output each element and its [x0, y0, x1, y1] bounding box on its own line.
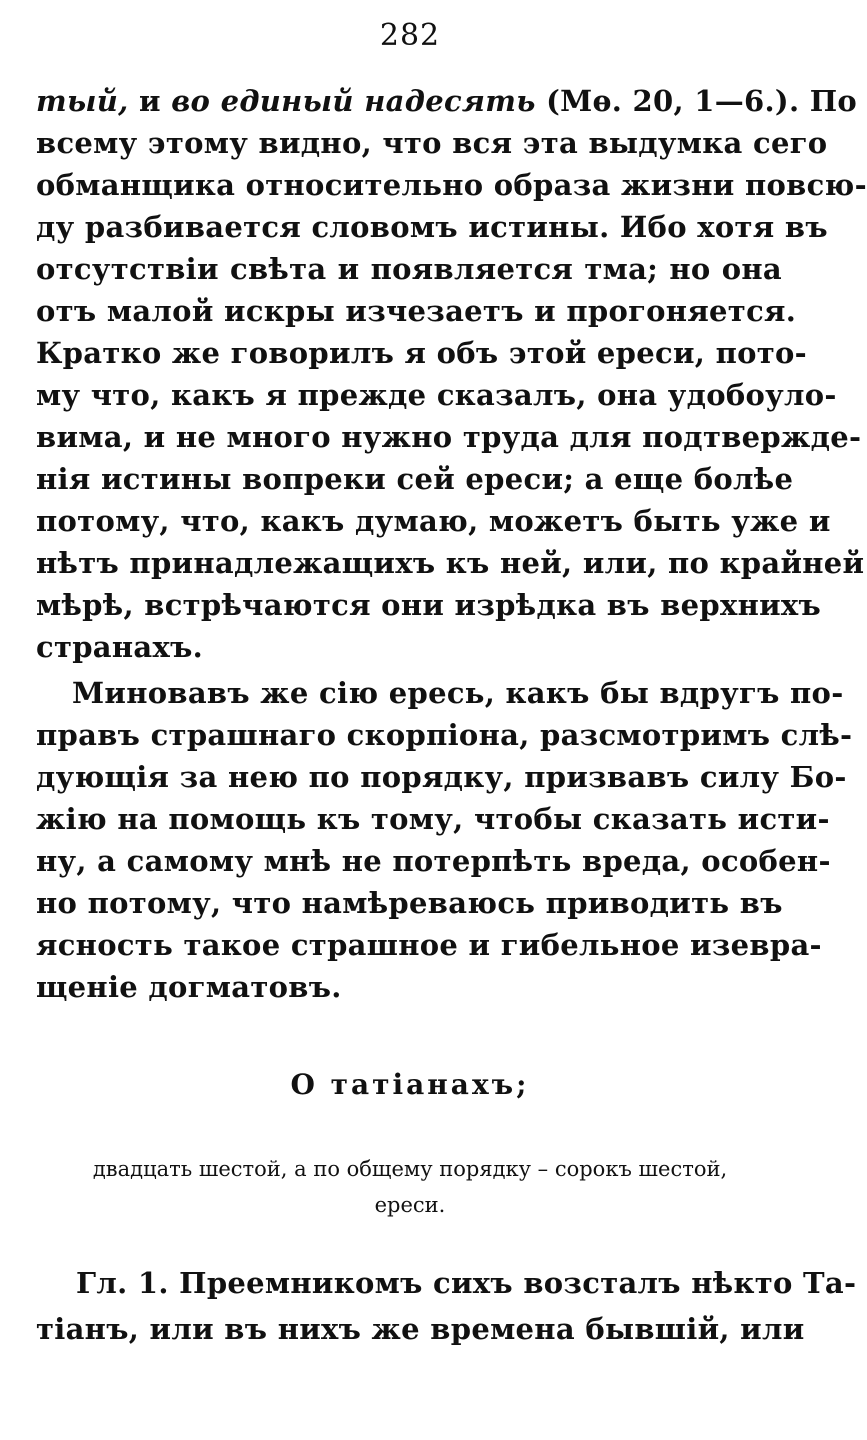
paragraph1-line: му что, какъ я прежде сказалъ, она удобоуло- — [36, 378, 837, 412]
text-fragment: (Мѳ. 20, 1—6.). По — [535, 84, 858, 118]
paragraph1-line: всему этому видно, что вся эта выдумка сего — [36, 126, 828, 160]
paragraph2-line: но потому, что намѣреваюсь приводить въ — [36, 886, 783, 920]
paragraph1-line: мѣрѣ, встрѣчаются они изрѣдка въ верхнихъ — [36, 588, 822, 622]
paragraph1-line: ду разбивается словомъ истины. Ибо хотя въ — [36, 210, 828, 244]
page-number: 282 — [379, 18, 441, 53]
text-fragment: и — [128, 84, 172, 118]
paragraph2-line: жію на помощь къ тому, чтобы сказать исти- — [36, 802, 830, 836]
paragraph2-line: ну, а самому мнѣ не потерпѣть вреда, особен- — [36, 844, 831, 878]
paragraph2-line: щеніе догматовъ. — [36, 970, 342, 1004]
paragraph1-line: обманщика относительно образа жизни повсю- — [36, 168, 867, 202]
section-subtitle-line: двадцать шестой, а по общему порядку – сорокъ шестой, — [92, 1157, 728, 1181]
paragraph1-line: вима, и не много нужно труда для подтвержде- — [36, 420, 862, 454]
italic-phrase-a: тый, — [36, 84, 129, 118]
paragraph2-line: дующія за нею по порядку, призвавъ силу Бо- — [36, 760, 847, 794]
paragraph3-line: тіанъ, или въ нихъ же времена бывшій, или — [36, 1312, 805, 1346]
paragraph1-line-0 — [36, 80, 858, 122]
paragraph2-line: Миновавъ же сію ересь, какъ бы вдругъ по- — [72, 676, 844, 710]
paragraph2-line: ясность такое страшное и гибельное изевра- — [36, 928, 822, 962]
section-subtitle-line: ереси. — [374, 1193, 446, 1217]
paragraph1-line: отъ малой искры изчезаетъ и прогоняется. — [36, 294, 797, 328]
paragraph3-line: Гл. 1. Преемникомъ сихъ возсталъ нѣкто Та- — [76, 1266, 857, 1300]
paragraph1-line: Кратко же говорилъ я объ этой ереси, пото- — [36, 336, 807, 370]
paragraph2-line: правъ страшнаго скорпіона, разсмотримъ слѣ- — [36, 718, 853, 752]
paragraph1-line: странахъ. — [36, 630, 204, 664]
italic-phrase-b: во единый надесять — [171, 84, 536, 118]
paragraph1-line: потому, что, какъ думаю, можетъ быть уже и — [36, 504, 831, 538]
paragraph1-line: нѣтъ принадлежащихъ къ ней, или, по крайней — [36, 546, 865, 580]
section-title: О татіанахъ; — [290, 1068, 530, 1101]
paragraph1-line: отсутствіи свѣта и появляется тма; но она — [36, 252, 782, 286]
paragraph1-line: нія истины вопреки сей ереси; а еще болѣе — [36, 462, 794, 496]
